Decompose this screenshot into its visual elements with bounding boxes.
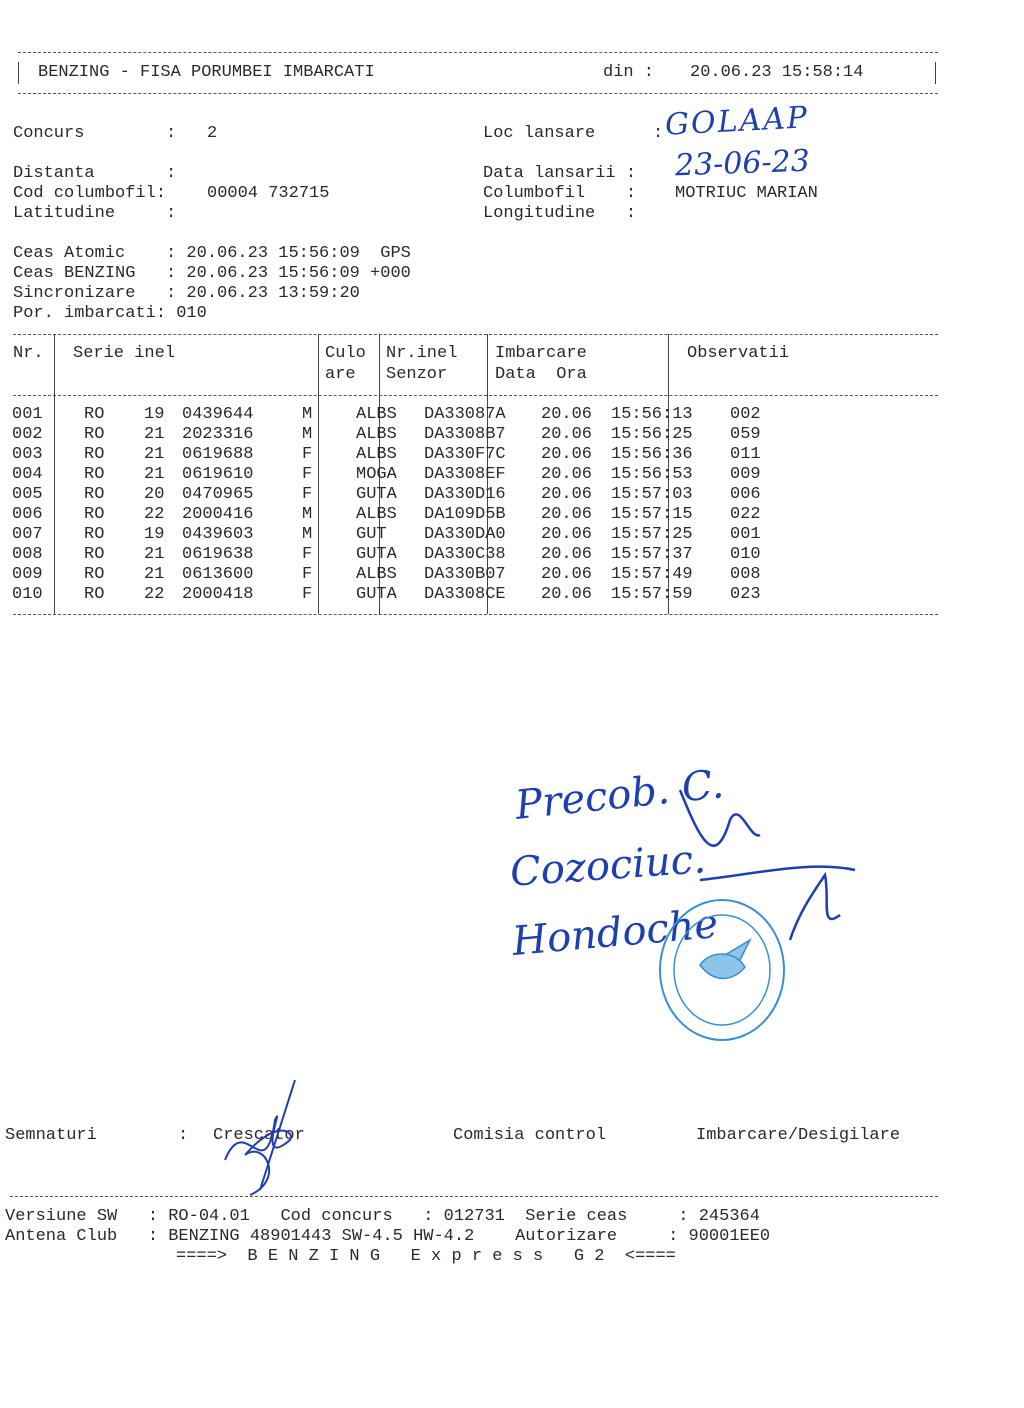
cell-nr: 009 xyxy=(12,565,43,584)
cell-year: 21 xyxy=(144,545,165,564)
footer-separator xyxy=(10,1196,938,1197)
cell-sensor: DA3308CE xyxy=(424,585,506,604)
table-row xyxy=(12,445,790,465)
crescator-label: Crescator xyxy=(213,1126,305,1145)
table-row xyxy=(12,525,790,545)
cell-country: RO xyxy=(84,445,105,464)
cell-year: 21 xyxy=(144,465,165,484)
cell-date: 20.06 xyxy=(541,525,593,544)
cell-color: ALBS xyxy=(356,445,397,464)
cell-nr: 007 xyxy=(12,525,43,544)
cell-sensor: DA330C38 xyxy=(424,545,506,564)
cell-ring: 2000418 xyxy=(182,585,254,604)
cell-date: 20.06 xyxy=(541,565,593,584)
cell-country: RO xyxy=(84,545,105,564)
table-row xyxy=(12,465,790,485)
cell-country: RO xyxy=(84,485,105,504)
cell-obs: 010 xyxy=(730,545,761,564)
sincronizare-line: Sincronizare : 20.06.23 13:59:20 xyxy=(13,284,360,303)
cell-year: 21 xyxy=(144,425,165,444)
table-bottom-border xyxy=(13,614,938,615)
cell-nr: 008 xyxy=(12,545,43,564)
header-imbarcare-2: Data Ora xyxy=(495,365,587,384)
cell-date: 20.06 xyxy=(541,445,593,464)
table-row xyxy=(12,565,790,585)
table-row xyxy=(12,405,790,425)
din-label: din : xyxy=(603,63,655,82)
cell-time: 15:57:37 xyxy=(611,545,693,564)
cell-time: 15:57:49 xyxy=(611,565,693,584)
concurs-value: 2 xyxy=(207,124,218,143)
cell-nr: 001 xyxy=(12,405,43,424)
cell-sensor: DA330B07 xyxy=(424,565,506,584)
longitudine-label: Longitudine : xyxy=(483,204,637,223)
loc-lansare-label: Loc lansare xyxy=(483,124,596,143)
cod-columbofil-value: 00004 732715 xyxy=(207,184,330,203)
cell-sensor: DA330DA0 xyxy=(424,525,506,544)
cell-date: 20.06 xyxy=(541,545,593,564)
cell-sex: F xyxy=(302,545,313,564)
header-culoare-1: Culo xyxy=(325,344,366,363)
cell-color: GUTA xyxy=(356,485,397,504)
cell-obs: 011 xyxy=(730,445,761,464)
cell-time: 15:56:36 xyxy=(611,445,693,464)
imbarcare-desigilare-label: Imbarcare/Desigilare xyxy=(696,1126,901,1145)
header-right-border xyxy=(935,62,936,84)
cell-obs: 002 xyxy=(730,405,761,424)
table-top-border xyxy=(13,334,938,335)
header-inel-2: Senzor xyxy=(386,365,448,384)
cell-year: 21 xyxy=(144,445,165,464)
cell-sensor: DA3308B7 xyxy=(424,425,506,444)
cell-time: 15:57:59 xyxy=(611,585,693,604)
ceas-benzing-line: Ceas BENZING : 20.06.23 15:56:09 +000 xyxy=(13,264,411,283)
cell-nr: 006 xyxy=(12,505,43,524)
cell-obs: 023 xyxy=(730,585,761,604)
table-row xyxy=(12,545,790,565)
cell-nr: 010 xyxy=(12,585,43,604)
concurs-label: Concurs : xyxy=(13,124,177,143)
cell-sensor: DA33087A xyxy=(424,405,506,424)
cell-ring: 0439644 xyxy=(182,405,254,424)
header-observatii: Observatii xyxy=(687,344,790,363)
table-header-separator xyxy=(13,395,938,396)
cell-color: GUT xyxy=(356,525,387,544)
cell-sex: M xyxy=(302,525,313,544)
cell-country: RO xyxy=(84,425,105,444)
cell-year: 20 xyxy=(144,485,165,504)
cell-nr: 005 xyxy=(12,485,43,504)
cell-sex: F xyxy=(302,445,313,464)
cell-sensor: DA109D5B xyxy=(424,505,506,524)
cell-sensor: DA330F7C xyxy=(424,445,506,464)
table-row xyxy=(12,485,790,505)
cell-year: 22 xyxy=(144,505,165,524)
cell-ring: 0619688 xyxy=(182,445,254,464)
footer-brand-line: ====> B E N Z I N G E x p r e s s G 2 <==== xyxy=(176,1247,676,1266)
cell-time: 15:57:03 xyxy=(611,485,693,504)
cell-time: 15:56:53 xyxy=(611,465,693,484)
cell-sex: F xyxy=(302,585,313,604)
cell-ring: 0439603 xyxy=(182,525,254,544)
cod-columbofil-label: Cod columbofil: xyxy=(13,184,167,203)
handwritten-signature-3: Hondoche xyxy=(510,901,720,965)
cell-year: 19 xyxy=(144,525,165,544)
cell-year: 19 xyxy=(144,405,165,424)
crescator-signature xyxy=(215,1080,305,1200)
header-imbarcare-1: Imbarcare xyxy=(495,344,587,363)
cell-sensor: DA330D16 xyxy=(424,485,506,504)
cell-year: 22 xyxy=(144,585,165,604)
cell-time: 15:57:25 xyxy=(611,525,693,544)
semnaturi-label: Semnaturi xyxy=(5,1126,97,1145)
din-timestamp: 20.06.23 15:58:14 xyxy=(690,63,864,82)
loc-lansare-colon: : xyxy=(653,124,664,143)
cell-ring: 0619638 xyxy=(182,545,254,564)
cell-nr: 002 xyxy=(12,425,43,444)
cell-ring: 0619610 xyxy=(182,465,254,484)
cell-ring: 2023316 xyxy=(182,425,254,444)
cell-time: 15:57:15 xyxy=(611,505,693,524)
cell-color: ALBS xyxy=(356,565,397,584)
cell-color: ALBS xyxy=(356,425,397,444)
cell-ring: 0613600 xyxy=(182,565,254,584)
cell-sex: M xyxy=(302,405,313,424)
cell-sex: F xyxy=(302,485,313,504)
footer-antena-line: Antena Club : BENZING 48901443 SW-4.5 HW-4.2 Autorizare : 90001EE0 xyxy=(5,1227,771,1246)
cell-country: RO xyxy=(84,505,105,524)
table-row xyxy=(12,585,790,605)
table-row xyxy=(12,505,790,525)
cell-country: RO xyxy=(84,465,105,484)
cell-date: 20.06 xyxy=(541,405,593,424)
header-bottom-border xyxy=(18,93,938,94)
cell-sex: M xyxy=(302,505,313,524)
latitudine-label: Latitudine : xyxy=(13,204,177,223)
loc-lansare-handwritten: GOLAAP xyxy=(664,100,810,143)
cell-country: RO xyxy=(84,565,105,584)
cell-color: MOGA xyxy=(356,465,397,484)
distanta-label: Distanta : xyxy=(13,164,177,183)
cell-obs: 001 xyxy=(730,525,761,544)
cell-ring: 0470965 xyxy=(182,485,254,504)
footer-version-line: Versiune SW : RO-04.01 Cod concurs : 012731 Serie ceas : 245364 xyxy=(5,1207,760,1226)
cell-nr: 004 xyxy=(12,465,43,484)
pigeon-table xyxy=(12,405,790,605)
header-inel-1: Nr.inel xyxy=(386,344,458,363)
cell-date: 20.06 xyxy=(541,465,593,484)
cell-ring: 2000416 xyxy=(182,505,254,524)
columbofil-value: MOTRIUC MARIAN xyxy=(675,184,818,203)
cell-obs: 059 xyxy=(730,425,761,444)
cell-country: RO xyxy=(84,525,105,544)
cell-sex: F xyxy=(302,465,313,484)
cell-color: GUTA xyxy=(356,585,397,604)
handwritten-signature-1: Precob. C. xyxy=(513,761,726,829)
table-row xyxy=(12,425,790,445)
header-serie-inel: Serie inel xyxy=(73,344,176,363)
porumbei-imbarcati-line: Por. imbarcati: 010 xyxy=(13,304,207,323)
semnaturi-colon: : xyxy=(178,1126,189,1145)
cell-sex: M xyxy=(302,425,313,444)
cell-sex: F xyxy=(302,565,313,584)
cell-time: 15:56:25 xyxy=(611,425,693,444)
cell-obs: 008 xyxy=(730,565,761,584)
cell-country: RO xyxy=(84,405,105,424)
handwritten-signature-2: Cozociuc. xyxy=(508,836,708,896)
pigeon-icon xyxy=(700,940,750,978)
cell-date: 20.06 xyxy=(541,485,593,504)
cell-date: 20.06 xyxy=(541,505,593,524)
cell-color: ALBS xyxy=(356,505,397,524)
cell-country: RO xyxy=(84,585,105,604)
cell-year: 21 xyxy=(144,565,165,584)
cell-obs: 006 xyxy=(730,485,761,504)
data-lansarii-handwritten: 23-06-23 xyxy=(674,143,811,184)
cell-date: 20.06 xyxy=(541,585,593,604)
cell-date: 20.06 xyxy=(541,425,593,444)
club-stamp xyxy=(655,895,790,1045)
ceas-atomic-line: Ceas Atomic : 20.06.23 15:56:09 GPS xyxy=(13,244,411,263)
cell-obs: 022 xyxy=(730,505,761,524)
header-culoare-2: are xyxy=(325,365,356,384)
header-top-border xyxy=(18,52,938,53)
cell-color: ALBS xyxy=(356,405,397,424)
cell-sensor: DA3308EF xyxy=(424,465,506,484)
cell-time: 15:56:13 xyxy=(611,405,693,424)
header-nr: Nr. xyxy=(13,344,44,363)
header-left-border xyxy=(18,62,19,84)
columbofil-label: Columbofil : xyxy=(483,184,637,203)
cell-color: GUTA xyxy=(356,545,397,564)
comisia-control-label: Comisia control xyxy=(453,1126,607,1145)
cell-obs: 009 xyxy=(730,465,761,484)
document-title: BENZING - FISA PORUMBEI IMBARCATI xyxy=(38,63,375,82)
cell-nr: 003 xyxy=(12,445,43,464)
data-lansarii-label: Data lansarii : xyxy=(483,164,637,183)
